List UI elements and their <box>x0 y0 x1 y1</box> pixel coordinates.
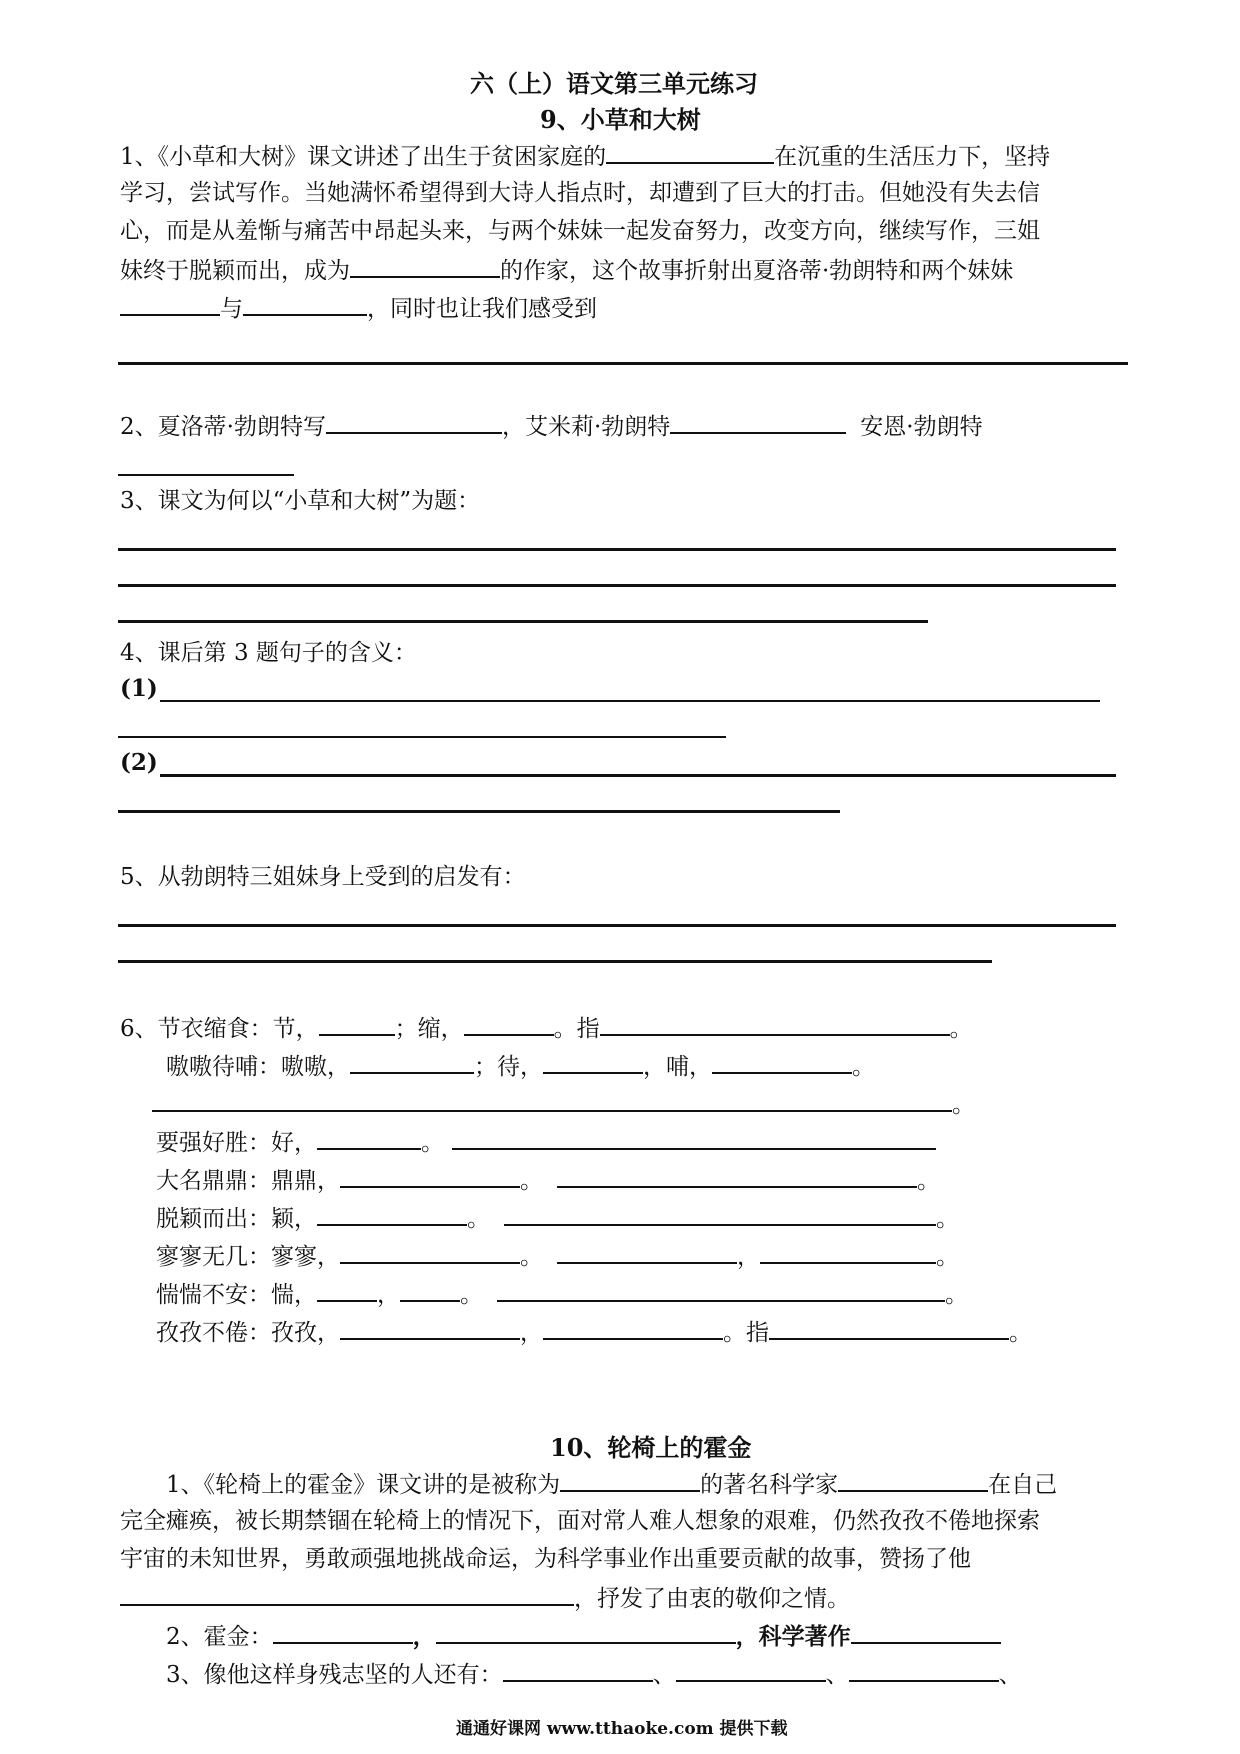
blank[interactable] <box>317 1278 377 1302</box>
l9-q2-part2: ，艾米莉·勃朗特 <box>501 414 671 440</box>
l9-q1-line5 <box>120 292 597 324</box>
blank[interactable] <box>712 1050 852 1074</box>
l9-q4: 4、课后第 3 题句子的含义： <box>120 640 417 666</box>
blank[interactable] <box>340 1164 520 1188</box>
idiom-label: 要强好胜：好， <box>156 1130 317 1156</box>
blank[interactable] <box>452 1126 936 1150</box>
answer-line[interactable] <box>118 960 992 963</box>
punct: ， <box>520 1320 543 1346</box>
punct: 。 <box>460 1282 483 1308</box>
punct: 。 <box>936 1206 959 1232</box>
l10-q1-line1 <box>166 1468 1057 1500</box>
l9-q1-line4a: 妹终于脱颖而出，成为 <box>120 258 350 284</box>
l10-q1-line3: 宇宙的未知世界，勇敢顽强地挑战命运，为科学事业作出重要贡献的故事，赞扬了他 <box>120 1546 971 1572</box>
blank[interactable] <box>350 1050 474 1074</box>
answer-line[interactable] <box>118 736 726 738</box>
blank[interactable] <box>400 1278 460 1302</box>
page-title: 六（上）语文第三单元练习 <box>470 69 758 98</box>
l9-q6-row1 <box>120 1012 973 1044</box>
blank[interactable] <box>600 1012 950 1036</box>
blank[interactable] <box>760 1240 936 1264</box>
idiom-label: 脱颖而出：颖， <box>156 1206 317 1232</box>
answer-line[interactable] <box>160 774 1116 777</box>
blank[interactable] <box>152 1088 952 1112</box>
l9-q5: 5、从勃朗特三姐妹身上受到的启发有： <box>120 864 526 890</box>
l9-q6-row8 <box>156 1316 1032 1348</box>
text: 1、《轮椅上的霍金》课文讲的是被称为 <box>166 1472 561 1498</box>
blank[interactable] <box>543 1316 723 1340</box>
l9-q1-line1 <box>120 140 1050 172</box>
blank-writer-name[interactable] <box>606 140 774 164</box>
l9-q1-line5b: ，同时也让我们感受到 <box>367 296 597 322</box>
answer-line[interactable] <box>118 810 840 813</box>
l9-q6-row5 <box>156 1202 959 1234</box>
punct: ， <box>737 1244 760 1270</box>
text: 2、霍金： <box>166 1624 273 1650</box>
l9-q3: 3、课文为何以“小草和大树”为题： <box>120 488 481 514</box>
blank[interactable] <box>543 1050 643 1074</box>
l9-q6-row2 <box>166 1050 875 1082</box>
l9-q1-line3: 心，而是从羞惭与痛苦中昂起头来，与两个妹妹一起发奋努力，改变方向，继续写作，三姐 <box>120 218 1040 244</box>
l9-q6-row7 <box>156 1278 968 1310</box>
l9-q1-line1a: 1、《小草和大树》课文讲述了出生于贫困家庭的 <box>120 144 607 170</box>
blank[interactable] <box>319 1012 395 1036</box>
word-label: 哺， <box>666 1054 712 1080</box>
idiom-label: 嗷嗷待哺：嗷嗷， <box>166 1054 350 1080</box>
punct: ， <box>412 1623 436 1650</box>
blank[interactable] <box>849 1658 999 1682</box>
blank[interactable] <box>557 1240 737 1264</box>
text: 3、像他这样身残志坚的人还有： <box>166 1662 503 1688</box>
text: 在自己 <box>988 1472 1058 1498</box>
idiom-label: 惴惴不安：惴， <box>156 1282 317 1308</box>
blank[interactable] <box>851 1620 1001 1644</box>
punct: 。 <box>917 1168 940 1194</box>
punct: ， <box>643 1054 666 1080</box>
blank[interactable] <box>557 1164 917 1188</box>
l9-q6-row4 <box>156 1164 940 1196</box>
l9-q2-part1: 2、夏洛蒂·勃朗特写 <box>120 414 326 440</box>
l9-q1-line4b: 的作家，这个故事折射出夏洛蒂·勃朗特和两个妹妹 <box>500 258 1014 284</box>
punct: 。 <box>1009 1320 1032 1346</box>
l9-q6-row6 <box>156 1240 959 1272</box>
blank[interactable] <box>504 1202 936 1226</box>
blank-quality-2[interactable] <box>243 292 367 316</box>
word-label: 。指 <box>553 1016 600 1042</box>
word-label: ；待， <box>474 1054 543 1080</box>
l10-q2 <box>166 1620 1001 1652</box>
blank[interactable] <box>317 1126 421 1150</box>
l9-q1-line2: 学习，尝试写作。当她满怀希望得到大诗人指点时，却遭到了巨大的打击。但她没有失去信 <box>120 180 1040 206</box>
blank[interactable] <box>769 1316 1009 1340</box>
blank-quality-1[interactable] <box>120 292 220 316</box>
word-label: ；缩， <box>394 1016 464 1042</box>
l9-q1-line4 <box>120 254 1013 286</box>
l9-q2-part3: 安恩·勃朗特 <box>860 414 983 440</box>
l9-q1-line1b: 在沉重的生活压力下，坚持 <box>774 144 1051 170</box>
answer-line[interactable] <box>160 700 1100 702</box>
l9-q4-item1: (1) <box>120 675 158 702</box>
blank[interactable] <box>340 1316 520 1340</box>
l9-q6-row2-cont <box>152 1088 975 1120</box>
idiom-label: 6、节衣缩食：节， <box>120 1016 319 1042</box>
punct: 、 <box>652 1662 676 1688</box>
blank[interactable] <box>340 1240 520 1264</box>
blank[interactable] <box>503 1658 653 1682</box>
l10-q1-line2: 完全瘫痪，被长期禁锢在轮椅上的情况下，面对常人难人想象的艰难，仍然孜孜不倦地探索 <box>120 1508 1040 1534</box>
punct: 、 <box>825 1662 849 1688</box>
punct: 。 <box>952 1092 975 1118</box>
l10-q1-line4 <box>120 1582 850 1614</box>
blank[interactable] <box>436 1620 736 1644</box>
blank[interactable] <box>838 1468 988 1492</box>
lesson10-title: 10、轮椅上的霍金 <box>550 1433 752 1462</box>
blank-emily-work[interactable] <box>670 410 846 434</box>
punct: 。 <box>467 1206 490 1232</box>
blank-writer-type[interactable] <box>350 254 500 278</box>
punct: ， <box>377 1282 400 1308</box>
idiom-label: 寥寥无几：寥寥， <box>156 1244 340 1270</box>
punct: 。 <box>945 1282 968 1308</box>
l9-q6-row3 <box>156 1126 936 1158</box>
answer-line[interactable] <box>118 620 928 623</box>
punct: 。 <box>936 1244 959 1270</box>
answer-line[interactable] <box>118 924 1116 927</box>
blank[interactable] <box>497 1278 945 1302</box>
l9-q2 <box>120 410 983 442</box>
answer-line[interactable] <box>118 584 1116 587</box>
punct: 。 <box>852 1054 875 1080</box>
blank[interactable] <box>317 1202 467 1226</box>
l9-q1-line5a: 与 <box>220 296 243 322</box>
l9-q4-item2: (2) <box>120 749 158 776</box>
punct: 。 <box>520 1168 543 1194</box>
word-label: 。指 <box>723 1320 769 1346</box>
blank-charlotte-work[interactable] <box>326 410 502 434</box>
answer-line[interactable] <box>118 362 1128 365</box>
punct: 。 <box>949 1016 973 1042</box>
text: ，抒发了由衷的敬仰之情。 <box>574 1586 850 1612</box>
text: 的著名科学家 <box>700 1472 839 1498</box>
lesson9-title: 9、小草和大树 <box>540 105 701 134</box>
punct: 。 <box>421 1130 444 1156</box>
punct: 、 <box>998 1662 1022 1688</box>
blank[interactable] <box>676 1658 826 1682</box>
idiom-label: 孜孜不倦：孜孜， <box>156 1320 340 1346</box>
text: ，科学著作 <box>735 1623 851 1650</box>
idiom-label: 大名鼎鼎：鼎鼎， <box>156 1168 340 1194</box>
punct: 。 <box>520 1244 543 1270</box>
blank[interactable] <box>273 1620 413 1644</box>
footer-credit: 通通好课网 www.tthaoke.com 提供下载 <box>456 1719 788 1739</box>
blank-anne-work[interactable] <box>118 474 294 476</box>
blank[interactable] <box>560 1468 700 1492</box>
blank[interactable] <box>120 1582 574 1606</box>
answer-line[interactable] <box>118 548 1116 551</box>
l10-q3 <box>166 1658 1022 1690</box>
blank[interactable] <box>464 1012 554 1036</box>
